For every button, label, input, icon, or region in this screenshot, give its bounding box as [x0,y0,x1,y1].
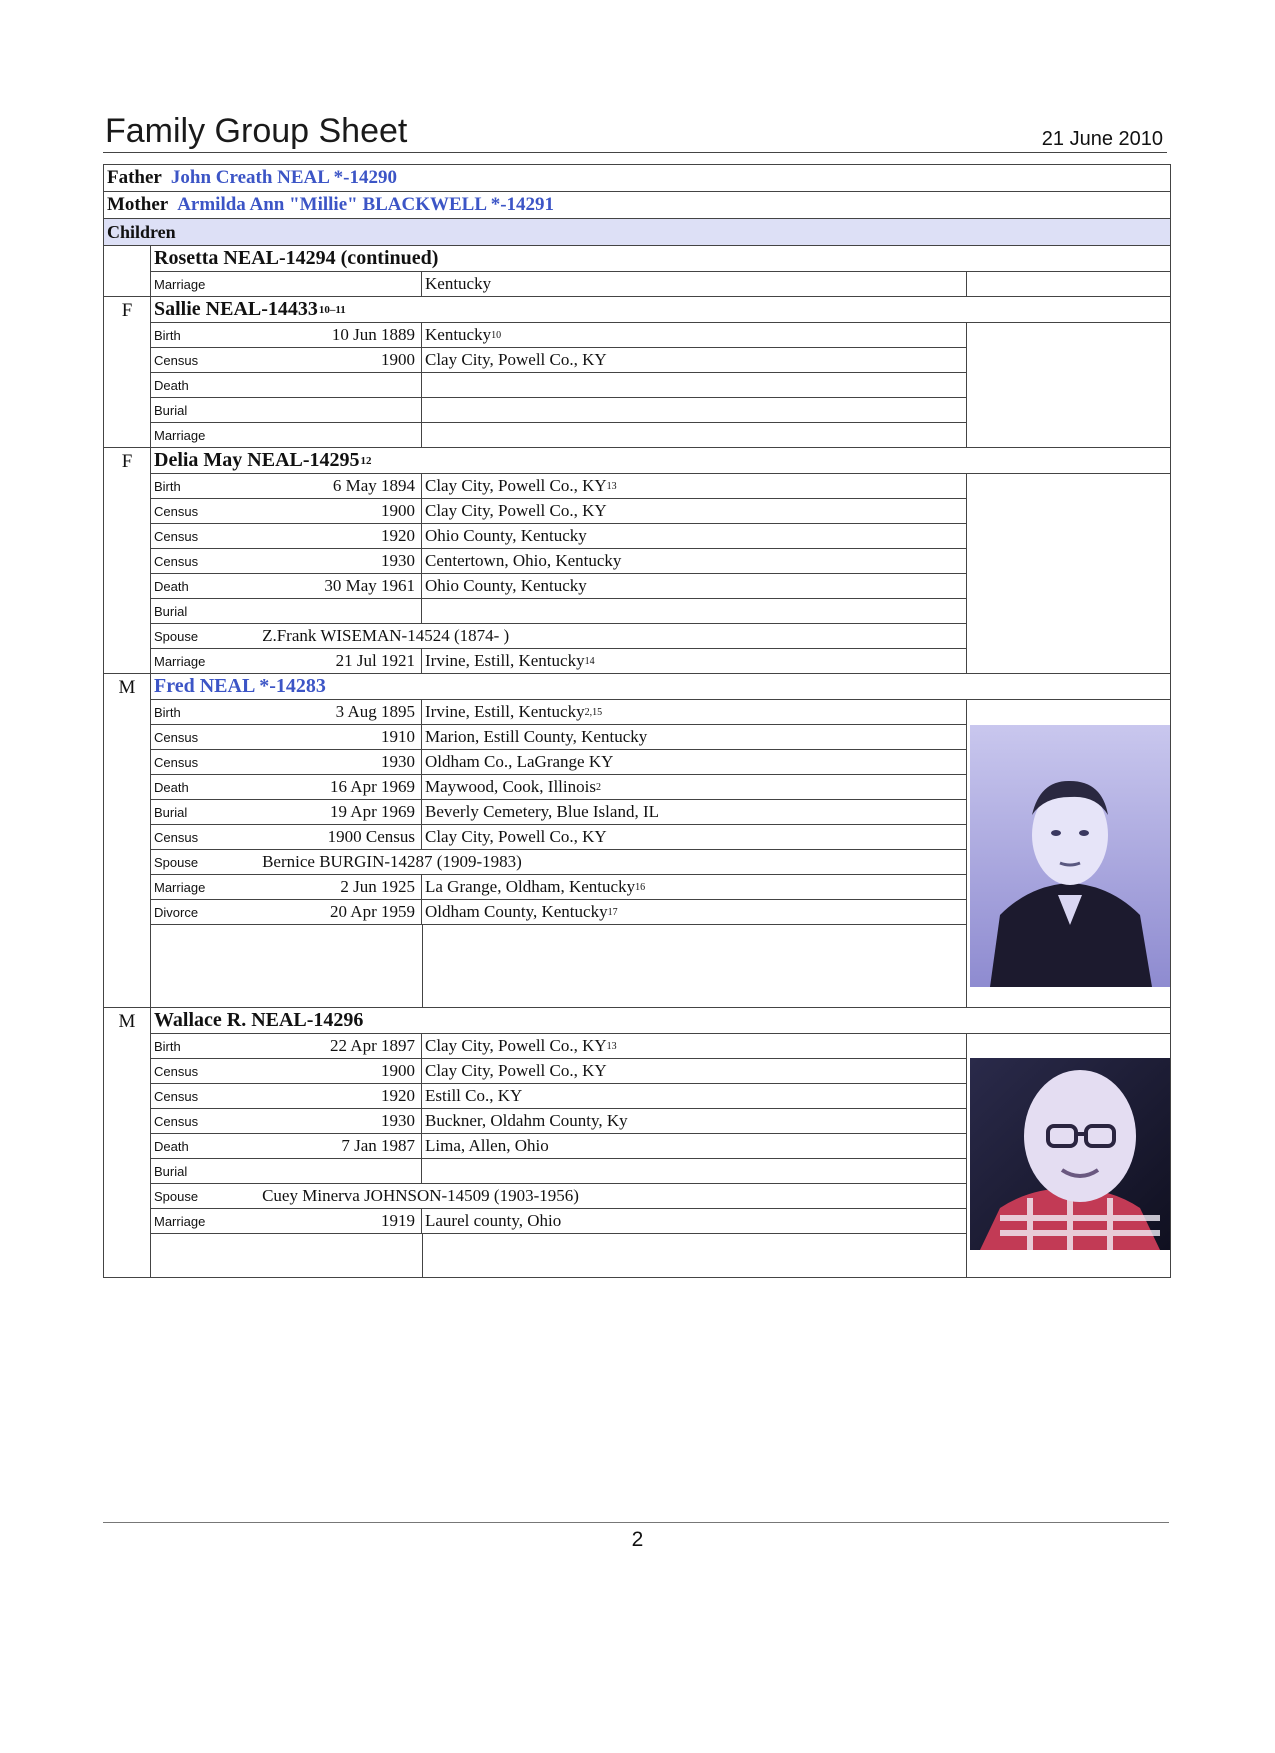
event-row [151,875,966,900]
event-list [151,700,967,1007]
child-name [151,297,1170,323]
child-name [151,448,1170,474]
event-label: Marriage [154,427,206,443]
event-place [422,574,966,598]
event-row [151,649,966,673]
event-place [422,549,966,573]
event-date: 1930 [381,752,415,771]
event-row [151,524,966,549]
event-label: Death [154,779,189,795]
child-name [151,246,1170,272]
event-label: Death [154,377,189,393]
event-date: 1920 [381,1086,415,1105]
event-place [422,700,966,724]
event-place-text: Maywood, Cook, Illinois [425,777,596,796]
event-place-text: Oldham County, Kentucky [425,902,608,921]
event-place [422,775,966,799]
event-label: Census [154,729,199,745]
mother-name-link[interactable]: Armilda Ann "Millie" BLACKWELL *-14291 [177,194,555,215]
event-place-text: Buckner, Oldahm County, Ky [425,1111,628,1130]
event-label: Burial [154,804,188,820]
source-citation: 13 [606,480,617,492]
spouse-name: Z.Frank WISEMAN-14524 (1874- ) [262,626,510,645]
event-date: 10 Jun 1889 [331,325,415,344]
event-label: Census [154,829,199,845]
event-row [151,825,966,850]
event-label: Birth [154,327,181,343]
event-place [422,599,966,623]
event-row [151,800,966,825]
event-place [422,649,966,673]
event-label: Census [154,528,199,544]
event-label: Census [154,1063,199,1079]
event-date: 16 Apr 1969 [330,777,415,796]
event-date: 3 Aug 1895 [335,702,415,721]
event-place-text: Estill Co., KY [425,1086,523,1105]
event-place [422,725,966,749]
event-label: Census [154,352,199,368]
event-row [151,373,966,398]
father-label: Father [107,167,162,188]
source-citation: 10–11 [318,303,346,316]
event-row [151,323,966,348]
child-record [104,448,1170,674]
spouse-name: Cuey Minerva JOHNSON-14509 (1903-1956) [262,1186,579,1205]
source-citation: 2 [595,781,601,793]
event-label: Marriage [154,653,206,669]
sheet-date: 21 June 2010 [1041,128,1163,150]
event-row [151,1184,966,1209]
event-label: Census [154,1113,199,1129]
event-label: Marriage [154,1213,206,1229]
event-label: Birth [154,1038,181,1054]
event-place-text: Irvine, Estill, Kentucky [425,702,585,721]
event-label: Census [154,754,199,770]
event-place [422,398,966,422]
event-place [422,1109,966,1133]
event-place [422,1059,966,1083]
event-date: 1900 [381,1061,415,1080]
event-date: 22 Apr 1897 [330,1036,415,1055]
event-label: Burial [154,1163,188,1179]
event-row [151,775,966,800]
event-row [151,474,966,499]
event-date: 6 May 1894 [332,476,415,495]
event-row [151,750,966,775]
event-row [151,1059,966,1084]
event-label: Burial [154,603,188,619]
photo-cell [967,474,1170,673]
event-row [151,1209,966,1234]
event-place-text: Marion, Estill County, Kentucky [425,727,648,746]
event-place [422,800,966,824]
child-name-text: Wallace R. NEAL-14296 [154,1009,364,1031]
event-label: Death [154,578,189,594]
event-row [151,398,966,423]
event-place-text: Clay City, Powell Co., KY [425,476,607,495]
event-label: Census [154,553,199,569]
child-record [104,1008,1170,1278]
event-place-text: Kentucky [425,274,492,293]
event-row [151,850,966,875]
source-citation: 14 [584,655,595,667]
event-label: Census [154,503,199,519]
event-row [151,900,966,925]
event-place-text: Oldham Co., LaGrange KY [425,752,614,771]
event-place-text: Clay City, Powell Co., KY [425,827,607,846]
child-record [104,297,1170,448]
photo-cell [967,272,1170,296]
event-label: Spouse [154,628,199,644]
event-row [151,1084,966,1109]
event-place [422,1159,966,1183]
family-group-table [103,164,1171,1278]
child-sex: F [104,448,151,673]
event-label: Divorce [154,904,199,920]
child-name-text[interactable]: Fred NEAL *-14283 [154,675,326,697]
footer-divider [103,1522,1169,1523]
event-date: 1900 Census [327,827,415,846]
event-row [151,272,966,296]
event-row [151,1034,966,1059]
event-place-text: Irvine, Estill, Kentucky [425,651,585,670]
event-label: Spouse [154,854,199,870]
event-date: 1930 [381,551,415,570]
event-label: Marriage [154,276,206,292]
event-date: 1930 [381,1111,415,1130]
event-list [151,1034,967,1277]
event-place-text: Beverly Cemetery, Blue Island, IL [425,802,659,821]
source-citation: 17 [607,906,618,918]
event-date: 7 Jan 1987 [341,1136,415,1155]
event-place [422,524,966,548]
child-sex: M [104,1008,151,1277]
event-row [151,700,966,725]
children-label: Children [107,221,176,242]
blank-space [151,925,423,1007]
event-date: 20 Apr 1959 [330,902,415,921]
event-label: Birth [154,704,181,720]
event-place [422,900,966,924]
source-citation: 2,15 [584,706,603,718]
children-header [104,219,1170,246]
event-date: 2 Jun 1925 [340,877,415,896]
child-name-text: Sallie NEAL-14433 [154,298,318,320]
event-row [151,725,966,750]
father-row [104,165,1170,192]
event-date: 1900 [381,350,415,369]
event-place [422,750,966,774]
event-date: 1900 [381,501,415,520]
event-label: Burial [154,402,188,418]
photo-cell [967,1034,1170,1277]
child-sex: M [104,674,151,1007]
event-place [422,1209,966,1233]
event-list [151,323,967,447]
event-place [422,348,966,372]
source-citation: 13 [606,1040,617,1052]
event-place-text: Clay City, Powell Co., KY [425,350,607,369]
child-name-text: Delia May NEAL-14295 [154,449,360,471]
event-place [422,825,966,849]
event-row [151,1134,966,1159]
event-place-text: Lima, Allen, Ohio [425,1136,549,1155]
event-place-text: Clay City, Powell Co., KY [425,1061,607,1080]
spouse-name: Bernice BURGIN-14287 (1909-1983) [262,852,522,871]
event-place-text: Clay City, Powell Co., KY [425,501,607,520]
event-label: Death [154,1138,189,1154]
event-label: Census [154,1088,199,1104]
event-place-text: Centertown, Ohio, Kentucky [425,551,622,570]
child-name-text: Rosetta NEAL-14294 (continued) [154,247,439,269]
event-place [422,875,966,899]
event-place [422,423,966,447]
event-date: 1919 [381,1211,415,1230]
child-name [151,1008,1170,1034]
event-place [422,272,966,296]
page-title: Family Group Sheet [105,112,408,150]
event-place-text: Laurel county, Ohio [425,1211,562,1230]
event-date: 30 May 1961 [324,576,415,595]
photo-cell [967,700,1170,1007]
event-place-text: Ohio County, Kentucky [425,576,587,595]
mother-row [104,192,1170,219]
event-row [151,499,966,524]
child-record [104,674,1170,1008]
event-row [151,423,966,447]
blank-space [151,1234,423,1277]
event-label: Birth [154,478,181,494]
event-place [422,1084,966,1108]
child-sex [104,246,151,296]
event-list [151,272,967,296]
event-date: 19 Apr 1969 [330,802,415,821]
child-record [104,246,1170,297]
event-row [151,1159,966,1184]
event-label: Marriage [154,879,206,895]
children-list [104,246,1170,1278]
mother-label: Mother [107,194,169,215]
father-name-link[interactable]: John Creath NEAL *-14290 [170,167,397,188]
header-divider [103,152,1167,153]
event-place-text: Kentucky [425,325,492,344]
event-row [151,1109,966,1134]
child-name[interactable] [151,674,1170,700]
event-place-text: Ohio County, Kentucky [425,526,587,545]
event-place-text: La Grange, Oldham, Kentucky [425,877,636,896]
portrait-photo[interactable] [970,1058,1170,1250]
event-place [422,499,966,523]
event-place [422,474,966,498]
event-date: 21 Jul 1921 [335,651,415,670]
photo-cell [967,323,1170,447]
page-number: 2 [631,1528,644,1551]
event-label: Spouse [154,1188,199,1204]
source-citation: 16 [635,881,646,893]
source-citation: 12 [360,454,372,467]
source-citation: 10 [491,329,502,341]
event-date: 1910 [381,727,415,746]
event-date: 1920 [381,526,415,545]
child-sex: F [104,297,151,447]
event-place [422,373,966,397]
event-row [151,574,966,599]
event-place-text: Clay City, Powell Co., KY [425,1036,607,1055]
event-place [422,1034,966,1058]
event-row [151,599,966,624]
event-place [422,323,966,347]
event-list [151,474,967,673]
event-row [151,624,966,649]
event-place [422,1134,966,1158]
event-row [151,549,966,574]
portrait-photo[interactable] [970,725,1170,987]
event-row [151,348,966,373]
